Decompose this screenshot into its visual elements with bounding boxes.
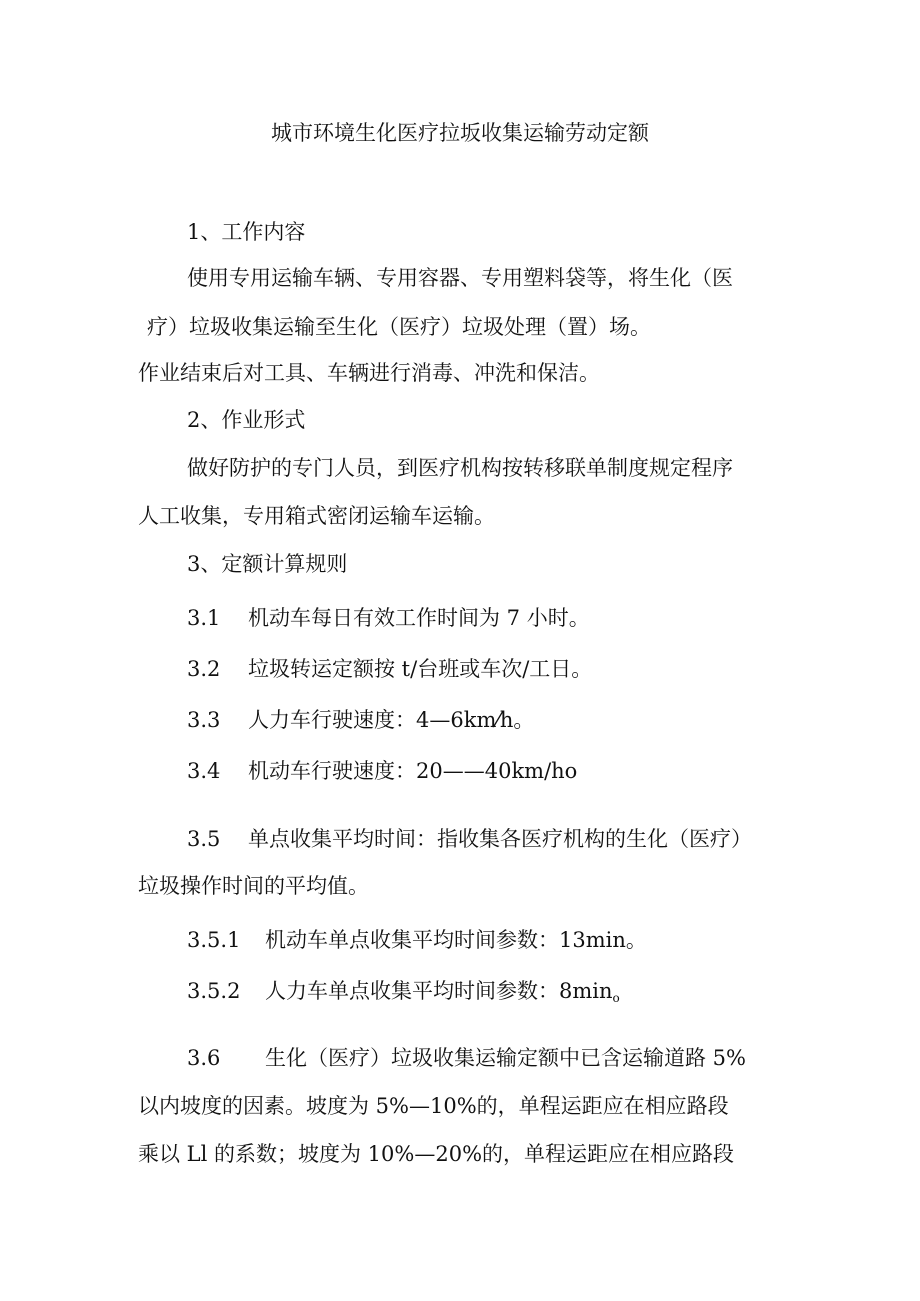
rule-text: 机动车行驶速度：20——40km/ho	[248, 759, 578, 783]
rule-text-line-1: 单点收集平均时间：指收集各医疗机构的生化（医疗）	[248, 827, 752, 851]
rule-3-3	[187, 706, 535, 734]
rule-text-main: 人力车单点收集平均时间参数：8min	[265, 979, 613, 1003]
document-title: 城市环境生化医疗拉坂收集运输劳动定额	[271, 121, 649, 145]
rule-3-6-line-2: 以内坡度的因素。坡度为 5%—10%的，单程运距应在相应路段	[138, 1094, 729, 1118]
rule-text	[265, 977, 620, 1012]
rule-number: 3.1	[187, 606, 221, 630]
rule-number: 3.4	[187, 759, 221, 783]
rule-number: 3.5	[187, 827, 221, 851]
section-2-heading: 2、作业形式	[187, 408, 306, 432]
rule-text-line-1: 生化（医疗）垃圾收集运输定额中已含运输道路 5%	[265, 1046, 746, 1070]
rule-3-6-line-3: 乘以 Ll 的系数；坡度为 10%—20%的，单程运距应在相应路段	[138, 1142, 735, 1166]
rule-number: 3.5.2	[187, 979, 241, 1003]
section-3-heading: 3、定额计算规则	[187, 552, 348, 576]
rule-text: 人力车行驶速度：4—6km⁄h。	[248, 708, 535, 732]
rule-3-5-2	[187, 977, 620, 1005]
rule-3-5-1	[187, 926, 647, 954]
rule-text-subscript: o	[612, 991, 620, 1005]
section-2-paragraph-line-2: 人工收集，专用箱式密闭运输车运输。	[138, 504, 495, 528]
rule-3-6	[187, 1044, 746, 1072]
section-1-paragraph-line-2: 疗）垃圾收集运输至生化（医疗）垃圾处理（置）场。	[147, 315, 651, 339]
rule-number: 3.2	[187, 657, 221, 681]
rule-text: 垃圾转运定额按 t/台班或车次/工日。	[248, 657, 593, 681]
rule-3-5-line-2: 垃圾操作时间的平均值。	[138, 874, 369, 898]
rule-text: 机动车单点收集平均时间参数：13min。	[265, 928, 647, 952]
rule-3-1	[187, 604, 590, 632]
rule-3-2	[187, 655, 593, 683]
rule-number: 3.3	[187, 708, 221, 732]
section-1-paragraph-line-1: 使用专用运输车辆、专用容器、专用塑料袋等，将生化（医	[187, 266, 733, 290]
rule-number: 3.6	[187, 1046, 221, 1070]
rule-3-5	[187, 825, 752, 853]
rule-text: 机动车每日有效工作时间为 7 小时。	[248, 606, 590, 630]
rule-number: 3.5.1	[187, 928, 241, 952]
section-1-heading: 1、工作内容	[187, 220, 306, 244]
rule-3-4	[187, 757, 578, 785]
section-2-paragraph-line-1: 做好防护的专门人员，到医疗机构按转移联单制度规定程序	[187, 456, 733, 480]
section-1-paragraph-2: 作业结束后对工具、车辆进行消毒、冲洗和保洁。	[138, 361, 600, 385]
